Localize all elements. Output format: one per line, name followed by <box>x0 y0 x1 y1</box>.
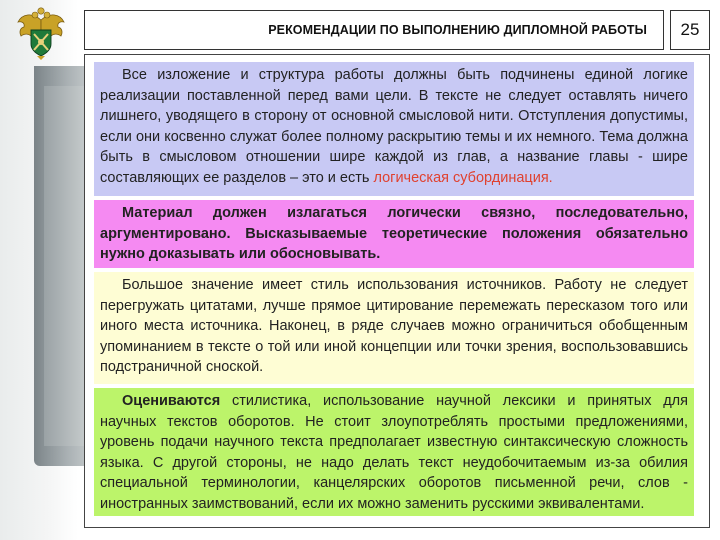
text-block-coherence <box>94 200 694 268</box>
slide-header <box>84 10 664 50</box>
block-style-text: стилистика, использование научной лексики и принятых для научных текстов оборотов. Не стоит злоупотреблять простыми предложениями, уровень подачи научного текста предполагает известную синтаксическую сложность языка. С другой стороны, не надо делать текст неудобочитаемым из-за обилия специальной терминологии, канцелярских оборотов письменной речи, слов - иностранных заимствований, если их можно заменить русскими эквивалентами. <box>100 393 688 512</box>
block-logic-text: Все изложение и структура работы должны быть подчинены единой логике реализации поставленной перед вами цели. В тексте не следует оставлять ничего лишнего, уводящего в сторону от основной смысловой нити. Отступления допустимы, если они косвенно служат более полному раскрытию темы и их немного. Тема должна быть в смысловом отношении шире каждой из глав, а название главы - шире составляющих ее разделов – это и есть <box>100 67 688 186</box>
block-coherence-text: Материал должен излагаться логически связно, последовательно, аргументировано. Высказываемые теоретические положения обязательно нужно доказывать или обосновывать. <box>100 205 688 263</box>
text-block-style <box>94 388 694 516</box>
block-style-lead: Оцениваются <box>122 393 221 409</box>
logical-subordination-highlight: логическая субординация. <box>373 169 553 186</box>
block-sources-text: Большое значение имеет стиль использования источников. Работу не следует перегружать цитатами, лучше прямое цитирование перемежать пересказом того или иного места источника. Наконец, в ряде случаев можно ограничиться обобщенным упоминанием в тексте о той или иной концепции или точки зрения, воспользовавшись подстраничной сноской. <box>100 277 688 376</box>
text-block-sources <box>94 272 694 384</box>
left-decor-band-inner <box>44 86 84 446</box>
page-title: РЕКОМЕНДАЦИИ ПО ВЫПОЛНЕНИЮ ДИПЛОМНОЙ РАБОТЫ <box>268 23 647 37</box>
text-block-logic <box>94 62 694 196</box>
coat-of-arms-emblem-icon <box>14 6 68 60</box>
page-number: 25 <box>670 10 710 50</box>
